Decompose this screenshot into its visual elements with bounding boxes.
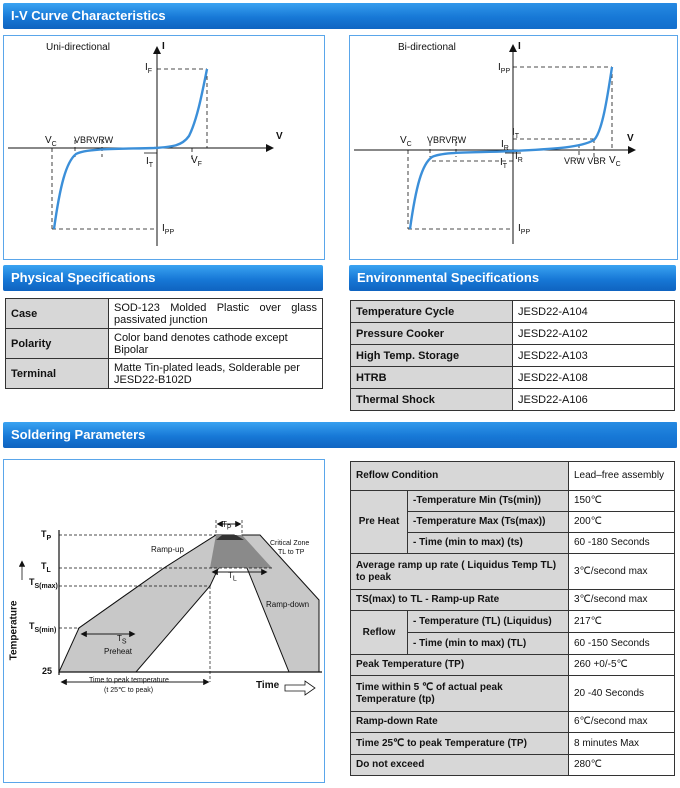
preheat-group: Pre Heat <box>351 491 408 554</box>
bi-vrw-vbr-label: VRW VBR <box>564 156 606 166</box>
time-to-peak-label: Time to peak temperature <box>89 677 169 684</box>
environmental-section-title: Environmental Specifications <box>357 270 540 285</box>
env-value: JESD22-A104 <box>513 301 675 323</box>
iv-section-title: I-V Curve Characteristics <box>11 8 166 23</box>
physical-section-title: Physical Specifications <box>11 270 156 285</box>
tp-axis-label: $T_P$ <box>41 529 52 542</box>
table-cell: 60 -150 Seconds <box>569 633 675 655</box>
uni-i-label: I <box>162 41 165 52</box>
bi-vc2-label: $V_C$ <box>609 155 621 168</box>
env-value: JESD22-A106 <box>513 389 675 411</box>
physical-spec-table <box>5 298 323 389</box>
table-row <box>351 462 675 491</box>
table-cell: -Temperature Max (Ts(max)) <box>408 512 569 533</box>
table-cell: Average ramp up rate ( Liquidus Temp TL) to peak <box>351 554 569 590</box>
uni-iv-curve <box>54 69 207 229</box>
uni-label: Uni-directional <box>46 42 110 53</box>
table-row <box>351 712 675 733</box>
table-row <box>351 655 675 676</box>
y25-label: 25 <box>42 666 53 676</box>
table-row <box>6 299 323 329</box>
bi-vc-label: $V_C$ <box>400 135 412 148</box>
bi-it-label: $I_T$ <box>512 127 520 140</box>
bi-label: Bi-directional <box>398 42 456 53</box>
uni-vf-label: $V_F$ <box>191 155 202 168</box>
table-row <box>351 389 675 411</box>
table-cell: 3℃/second max <box>569 554 675 590</box>
bi-i-label: I <box>518 41 521 52</box>
soldering-section-header <box>3 422 677 448</box>
uni-v-label: V <box>276 131 283 142</box>
table-row <box>351 301 675 323</box>
ramp-up-zone <box>59 535 234 672</box>
uni-vc-label: $V_C$ <box>45 135 57 148</box>
bi-ipp-bot-label: $I_{PP}$ <box>518 223 531 236</box>
env-key: Thermal Shock <box>351 389 513 411</box>
table-cell: TS(max) to TL - Ramp-up Rate <box>351 590 569 611</box>
environmental-section-header <box>349 265 676 291</box>
table-row <box>351 755 675 776</box>
time-to-peak-sub-label: (t 25℃ to peak) <box>104 687 154 694</box>
table-cell: - Time (min to max) (TL) <box>408 633 569 655</box>
preheat-label: Preheat <box>104 647 133 656</box>
bi-ipp-top-label: $I_{PP}$ <box>498 62 511 75</box>
reflow-group: Reflow <box>351 611 408 655</box>
table-cell: Time 25℃ to peak Temperature (TP) <box>351 733 569 755</box>
table-row <box>6 329 323 359</box>
table-row <box>351 676 675 712</box>
soldering-params-table <box>350 461 675 776</box>
table-cell: Ramp-down Rate <box>351 712 569 733</box>
lead-free-header: Lead–free assembly <box>569 462 675 491</box>
iv-section-header <box>3 3 677 29</box>
table-cell: 200℃ <box>569 512 675 533</box>
env-value: JESD22-A102 <box>513 323 675 345</box>
table-row <box>351 491 675 512</box>
uni-it-label: $I_T$ <box>146 156 154 169</box>
table-cell: Do not exceed <box>351 755 569 776</box>
env-value: JESD22-A108 <box>513 367 675 389</box>
table-row <box>351 611 675 633</box>
terminal-key: Terminal <box>6 359 109 389</box>
table-cell: Peak Temperature (TP) <box>351 655 569 676</box>
table-row <box>351 367 675 389</box>
table-cell: 6℃/second max <box>569 712 675 733</box>
table-cell: - Time (min to max) (ts) <box>408 533 569 554</box>
table-cell: 217℃ <box>569 611 675 633</box>
table-cell: 150℃ <box>569 491 675 512</box>
reflow-condition-header: Reflow Condition <box>351 462 569 491</box>
time-arrow-icon <box>285 681 315 695</box>
ts-label: $T_S$ <box>117 634 127 646</box>
table-cell: Time within 5 ℃ of actual peak Temperature (tp) <box>351 676 569 712</box>
uni-directional-panel <box>3 35 325 260</box>
uni-if-label: $I_F$ <box>145 62 153 75</box>
bi-v-label: V <box>627 133 634 144</box>
tsmax-axis-label: $T_{S(max)}$ <box>29 577 58 590</box>
tl-mid-label: $T_L$ <box>228 571 237 583</box>
polarity-value: Color band denotes cathode except Bipolar <box>109 329 323 359</box>
critical-zone-sub-label: TL to TP <box>278 549 305 556</box>
soldering-section-title: Soldering Parameters <box>11 427 146 442</box>
polarity-key: Polarity <box>6 329 109 359</box>
env-key: HTRB <box>351 367 513 389</box>
bi-ir-label: $I_R$ <box>501 139 509 152</box>
table-row <box>351 345 675 367</box>
tp-top-label: $T_P$ <box>222 520 232 532</box>
bi-ir2-label: $I_R$ <box>515 151 523 164</box>
table-row <box>6 359 323 389</box>
table-row <box>351 554 675 590</box>
table-cell: 20 -40 Seconds <box>569 676 675 712</box>
env-value: JESD22-A103 <box>513 345 675 367</box>
bi-vbr-vrw-label: VBRVRW <box>427 135 467 145</box>
table-cell: -Temperature Min (Ts(min)) <box>408 491 569 512</box>
table-row <box>351 323 675 345</box>
bi-directional-panel <box>349 35 678 260</box>
case-value: SOD-123 Molded Plastic over glass passivated junction <box>109 299 323 329</box>
physical-section-header <box>3 265 323 291</box>
table-cell: 8 minutes Max <box>569 733 675 755</box>
tsmin-axis-label: $T_{S(min)}$ <box>29 621 57 634</box>
env-key: High Temp. Storage <box>351 345 513 367</box>
uni-vbr-vrw-label: VBRVRW <box>74 135 114 145</box>
tl-axis-label: $T_L$ <box>41 561 51 574</box>
bi-iv-curve <box>410 67 612 229</box>
table-cell: 60 -180 Seconds <box>569 533 675 554</box>
env-key: Temperature Cycle <box>351 301 513 323</box>
table-row <box>351 590 675 611</box>
bi-it2-label: $I_T$ <box>500 157 508 170</box>
temperature-axis-title: Temperature <box>8 600 20 661</box>
uni-ipp-label: $I_{PP}$ <box>162 223 175 236</box>
case-key: Case <box>6 299 109 329</box>
table-cell: 260 +0/-5℃ <box>569 655 675 676</box>
critical-zone-label: Critical Zone <box>270 540 310 547</box>
table-row <box>351 733 675 755</box>
ramp-down-label: Ramp-down <box>266 600 310 609</box>
table-cell: - Temperature (TL) (Liquidus) <box>408 611 569 633</box>
environmental-spec-table <box>350 300 675 411</box>
terminal-value: Matte Tin-plated leads, Solderable per JESD22-B102D <box>109 359 323 389</box>
table-cell: 280℃ <box>569 755 675 776</box>
reflow-profile-panel <box>3 459 325 783</box>
table-cell: 3℃/second max <box>569 590 675 611</box>
env-key: Pressure Cooker <box>351 323 513 345</box>
ramp-up-label: Ramp-up <box>151 545 184 554</box>
time-axis-title: Time <box>256 680 280 691</box>
